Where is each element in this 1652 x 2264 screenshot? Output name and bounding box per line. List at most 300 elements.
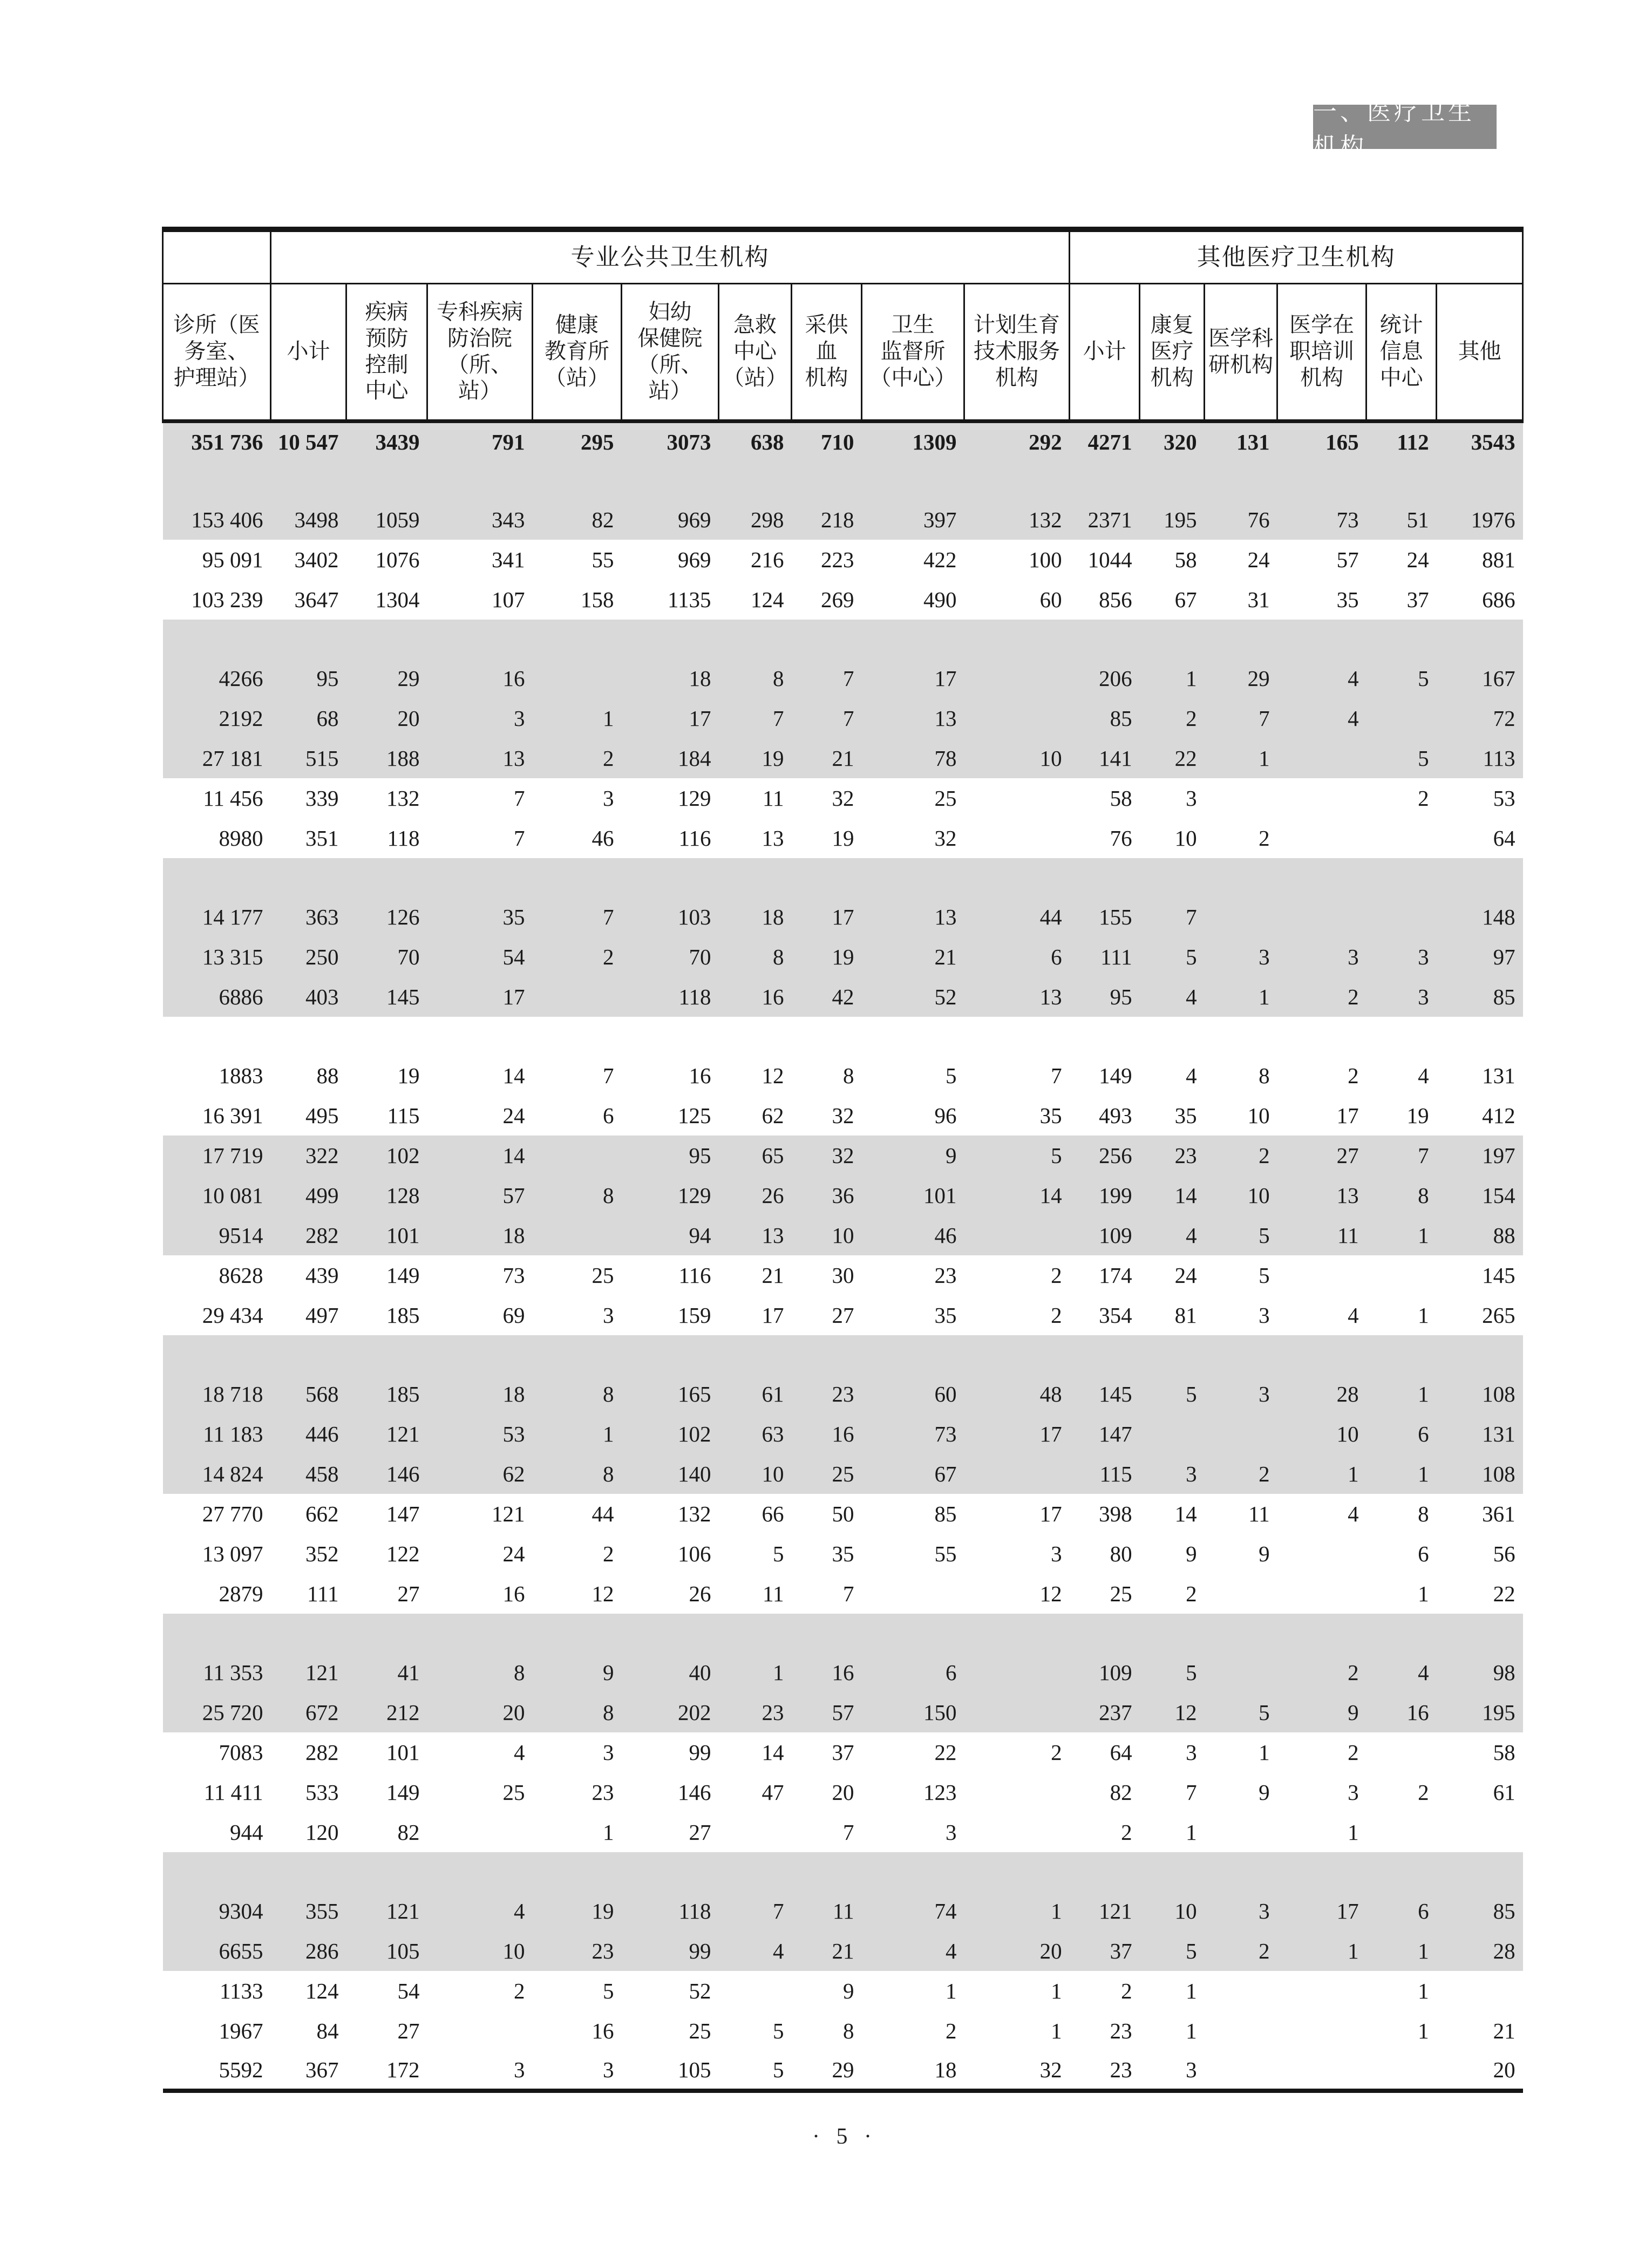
table-cell-r31-c15: 28 — [1493, 1939, 1515, 1963]
table-cell-r16-c7: 10 — [832, 1223, 854, 1248]
table-cell-r23-c10: 80 — [1110, 1541, 1132, 1566]
table-cell-r27-c14 — [1367, 1732, 1437, 1772]
table-cell-r33-c8: 2 — [946, 2018, 957, 2043]
table-cell-r2-c0: 95 091 — [202, 547, 263, 572]
table-cell-r0-c10: 4271 — [1087, 429, 1132, 454]
table-cell-r28-c12: 9 — [1259, 1780, 1270, 1805]
table-cell-r26-c11: 12 — [1174, 1700, 1197, 1725]
table-cell-r33-c15: 21 — [1493, 2018, 1515, 2043]
table-cell-r15-c9: 14 — [1039, 1183, 1062, 1208]
table-cell-r2-c13: 57 — [1336, 547, 1359, 572]
table-cell-r22-c8: 85 — [934, 1501, 957, 1526]
table-cell-r17-c4: 25 — [592, 1263, 614, 1288]
table-cell-r11-c8: 52 — [934, 984, 957, 1009]
table-cell-r2-c2: 1076 — [375, 547, 420, 572]
table-cell-r9-c15: 148 — [1482, 905, 1515, 929]
table-cell-r3-c7: 269 — [821, 587, 854, 612]
table-cell-r4-c3: 16 — [502, 666, 525, 691]
table-cell-r32-c7: 9 — [843, 1979, 854, 2003]
table-cell-r29-c2: 82 — [397, 1820, 420, 1845]
table-cell-r19-c11: 5 — [1186, 1382, 1197, 1406]
table-cell-r12-c5: 16 — [689, 1063, 711, 1088]
table-cell-r8-c6: 13 — [762, 826, 784, 851]
table-cell-r4-c4 — [533, 658, 622, 698]
table-cell-r21-c7: 25 — [832, 1461, 854, 1486]
table-cell-r11-c0: 6886 — [219, 984, 263, 1009]
table-cell-r17-c9: 2 — [1051, 1263, 1062, 1288]
table-cell-r8-c12: 2 — [1259, 826, 1270, 851]
table-cell-r7-c12 — [1205, 778, 1277, 818]
table-cell-r25-c10: 109 — [1099, 1660, 1132, 1685]
table-cell-r29-c4: 1 — [603, 1820, 614, 1845]
table-cell-r3-c12: 31 — [1247, 587, 1270, 612]
table-cell-r22-c0: 27 770 — [202, 1501, 263, 1526]
table-cell-r28-c0: 11 411 — [203, 1780, 263, 1805]
table-cell-r30-c9: 1 — [1051, 1899, 1062, 1923]
table-cell-r34-c1: 367 — [305, 2057, 339, 2082]
table-cell-r31-c6: 4 — [773, 1939, 784, 1963]
table-cell-r9-c14 — [1367, 897, 1437, 937]
table-cell-r34-c14 — [1367, 2051, 1437, 2091]
table-cell-r5-c8: 13 — [934, 706, 957, 731]
table-cell-r12-c14: 4 — [1418, 1063, 1429, 1088]
table-cell-r24-c7: 7 — [843, 1581, 854, 1606]
table-cell-r34-c5: 105 — [678, 2057, 711, 2082]
table-cell-r20-c0: 11 183 — [203, 1422, 263, 1446]
table-cell-r9-c2: 126 — [386, 905, 420, 929]
table-cell-r30-c0: 9304 — [219, 1899, 263, 1923]
table-cell-r24-c1: 111 — [307, 1581, 339, 1606]
table-cell-r19-c8: 60 — [934, 1382, 957, 1406]
table-cell-r11-c7: 42 — [832, 984, 854, 1009]
table-cell-r2-c4: 55 — [592, 547, 614, 572]
table-cell-r23-c3: 24 — [502, 1541, 525, 1566]
table-cell-r19-c15: 108 — [1482, 1382, 1515, 1406]
table-cell-r5-c13: 4 — [1348, 706, 1359, 731]
table-cell-r14-c0: 17 719 — [202, 1143, 263, 1168]
table-cell-r5-c11: 2 — [1186, 706, 1197, 731]
table-cell-r5-c7: 7 — [843, 706, 854, 731]
table-cell-r1-c15: 1976 — [1471, 507, 1515, 532]
table-cell-r23-c1: 352 — [305, 1541, 339, 1566]
spacer-cell — [163, 1335, 1523, 1374]
table-cell-r13-c8: 96 — [934, 1103, 957, 1128]
table-cell-r0-c7: 710 — [821, 429, 854, 454]
table-cell-r21-c4: 8 — [603, 1461, 614, 1486]
table-row — [163, 1255, 1523, 1295]
table-cell-r5-c15: 72 — [1493, 706, 1515, 731]
table-cell-r25-c3: 8 — [514, 1660, 525, 1685]
table-cell-r0-c12: 131 — [1236, 429, 1270, 454]
table-cell-r17-c11: 24 — [1174, 1263, 1197, 1288]
table-cell-r14-c4 — [533, 1136, 622, 1175]
table-cell-r20-c12 — [1205, 1414, 1277, 1454]
table-cell-r22-c10: 398 — [1099, 1501, 1132, 1526]
table-row — [163, 1374, 1523, 1414]
table-cell-r28-c6: 47 — [762, 1780, 784, 1805]
table-cell-r33-c6: 5 — [773, 2018, 784, 2043]
table-cell-r9-c11: 7 — [1186, 905, 1197, 929]
table-cell-r10-c3: 54 — [502, 944, 525, 969]
table-cell-r29-c10: 2 — [1121, 1820, 1132, 1845]
table-cell-r2-c15: 881 — [1482, 547, 1515, 572]
table-cell-r22-c12: 11 — [1248, 1501, 1270, 1526]
table-cell-r1-c10: 2371 — [1087, 507, 1132, 532]
table-cell-r32-c8: 1 — [946, 1979, 957, 2003]
table-cell-r20-c6: 63 — [762, 1422, 784, 1446]
table-cell-r10-c6: 8 — [773, 944, 784, 969]
table-cell-r29-c8: 3 — [946, 1820, 957, 1845]
table-cell-r9-c13 — [1277, 897, 1367, 937]
table-cell-r20-c15: 131 — [1482, 1422, 1515, 1446]
table-cell-r2-c8: 422 — [923, 547, 957, 572]
table-cell-r15-c7: 36 — [832, 1183, 854, 1208]
table-cell-r18-c12: 3 — [1259, 1303, 1270, 1328]
table-cell-r3-c10: 856 — [1099, 587, 1132, 612]
table-row-total — [163, 421, 1523, 461]
table-cell-r23-c8: 55 — [934, 1541, 957, 1566]
table-cell-r4-c10: 206 — [1099, 666, 1132, 691]
table-cell-r30-c8: 74 — [934, 1899, 957, 1923]
table-cell-r18-c9: 2 — [1051, 1303, 1062, 1328]
table-cell-r13-c6: 62 — [762, 1103, 784, 1128]
table-row — [163, 1494, 1523, 1534]
table-cell-r3-c11: 67 — [1174, 587, 1197, 612]
table-cell-r21-c8: 67 — [934, 1461, 957, 1486]
table-cell-r32-c15 — [1437, 1971, 1523, 2011]
table-cell-r16-c0: 9514 — [219, 1223, 263, 1248]
table-cell-r20-c14: 6 — [1418, 1422, 1429, 1446]
table-cell-r6-c10: 141 — [1099, 746, 1132, 771]
column-header-row — [163, 283, 1523, 421]
column-header-1: 小计 — [271, 283, 346, 421]
table-cell-r8-c1: 351 — [305, 826, 339, 851]
column-header-6: 急救 中心 （站） — [719, 283, 792, 421]
table-cell-r0-c8: 1309 — [912, 429, 957, 454]
table-cell-r10-c11: 5 — [1186, 944, 1197, 969]
table-cell-r13-c7: 32 — [832, 1103, 854, 1128]
table-cell-r12-c4: 7 — [603, 1063, 614, 1088]
table-row — [163, 2051, 1523, 2091]
table-cell-r14-c15: 197 — [1482, 1143, 1515, 1168]
spacer-row — [163, 620, 1523, 658]
table-row — [163, 1574, 1523, 1614]
table-cell-r34-c4: 3 — [603, 2057, 614, 2082]
table-cell-r12-c3: 14 — [502, 1063, 525, 1088]
table-cell-r31-c7: 21 — [832, 1939, 854, 1963]
table-cell-r21-c15: 108 — [1482, 1461, 1515, 1486]
table-cell-r24-c2: 27 — [397, 1581, 420, 1606]
table-cell-r31-c8: 4 — [946, 1939, 957, 1963]
table-cell-r27-c11: 3 — [1186, 1740, 1197, 1765]
table-cell-r26-c1: 672 — [305, 1700, 339, 1725]
table-cell-r30-c11: 10 — [1174, 1899, 1197, 1923]
page-number: · 5 · — [812, 2124, 872, 2149]
table-cell-r1-c5: 969 — [678, 507, 711, 532]
table-cell-r34-c7: 29 — [832, 2057, 854, 2082]
table-cell-r5-c5: 17 — [689, 706, 711, 731]
table-row — [163, 580, 1523, 620]
table-cell-r24-c10: 25 — [1110, 1581, 1132, 1606]
table-cell-r17-c5: 116 — [678, 1263, 711, 1288]
table-row — [163, 778, 1523, 818]
table-cell-r34-c2: 172 — [386, 2057, 420, 2082]
table-cell-r26-c13: 9 — [1348, 1700, 1359, 1725]
table-cell-r13-c9: 35 — [1039, 1103, 1062, 1128]
table-cell-r3-c13: 35 — [1336, 587, 1359, 612]
section-badge: 一、医疗卫生机构 — [1313, 105, 1497, 149]
table-cell-r0-c13: 165 — [1325, 429, 1359, 454]
table-cell-r17-c8: 23 — [934, 1263, 957, 1288]
table-cell-r16-c11: 4 — [1186, 1223, 1197, 1248]
table-cell-r10-c8: 21 — [934, 944, 957, 969]
table-cell-r26-c4: 8 — [603, 1700, 614, 1725]
table-cell-r18-c5: 159 — [678, 1303, 711, 1328]
table-cell-r6-c8: 78 — [934, 746, 957, 771]
spacer-row — [163, 1852, 1523, 1891]
table-cell-r28-c5: 146 — [678, 1780, 711, 1805]
table-cell-r7-c15: 53 — [1493, 786, 1515, 811]
table-cell-r22-c15: 361 — [1482, 1501, 1515, 1526]
table-cell-r20-c11 — [1140, 1414, 1205, 1454]
table-cell-r0-c14: 112 — [1397, 429, 1429, 454]
table-cell-r12-c13: 2 — [1348, 1063, 1359, 1088]
table-cell-r18-c14: 1 — [1418, 1303, 1429, 1328]
table-cell-r10-c7: 19 — [832, 944, 854, 969]
table-cell-r23-c6: 5 — [773, 1541, 784, 1566]
table-cell-r10-c4: 2 — [603, 944, 614, 969]
table-cell-r3-c2: 1304 — [375, 587, 420, 612]
table-cell-r9-c10: 155 — [1099, 905, 1132, 929]
table-cell-r31-c14: 1 — [1418, 1939, 1429, 1963]
statistics-table — [162, 227, 1524, 2093]
table-cell-r28-c7: 20 — [832, 1780, 854, 1805]
table-cell-r9-c5: 103 — [678, 905, 711, 929]
table-cell-r15-c4: 8 — [603, 1183, 614, 1208]
table-cell-r5-c12: 7 — [1259, 706, 1270, 731]
table-row — [163, 500, 1523, 540]
table-cell-r29-c14 — [1367, 1812, 1437, 1852]
table-cell-r8-c8: 32 — [934, 826, 957, 851]
table-row — [163, 1732, 1523, 1772]
table-cell-r2-c14: 24 — [1406, 547, 1429, 572]
table-cell-r23-c9: 3 — [1051, 1541, 1062, 1566]
table-cell-r18-c10: 354 — [1099, 1303, 1132, 1328]
table-cell-r28-c14: 2 — [1418, 1780, 1429, 1805]
table-cell-r7-c10: 58 — [1110, 786, 1132, 811]
table-cell-r3-c3: 107 — [492, 587, 525, 612]
table-cell-r30-c6: 7 — [773, 1899, 784, 1923]
table-cell-r2-c9: 100 — [1029, 547, 1062, 572]
group-header-professional-public-health: 专业公共卫生机构 — [271, 229, 1070, 283]
table-cell-r24-c3: 16 — [502, 1581, 525, 1606]
table-cell-r26-c14: 16 — [1406, 1700, 1429, 1725]
table-cell-r25-c5: 40 — [689, 1660, 711, 1685]
table-cell-r31-c9: 20 — [1039, 1939, 1062, 1963]
table-cell-r5-c1: 68 — [316, 706, 339, 731]
table-cell-r16-c6: 13 — [762, 1223, 784, 1248]
table-cell-r14-c10: 256 — [1099, 1143, 1132, 1168]
table-cell-r33-c12 — [1205, 2011, 1277, 2051]
table-cell-r19-c7: 23 — [832, 1382, 854, 1406]
table-cell-r18-c3: 69 — [502, 1303, 525, 1328]
table-cell-r29-c15 — [1437, 1812, 1523, 1852]
table-cell-r18-c4: 3 — [603, 1303, 614, 1328]
table-cell-r25-c8: 6 — [946, 1660, 957, 1685]
table-cell-r6-c12: 1 — [1259, 746, 1270, 771]
table-cell-r3-c9: 60 — [1039, 587, 1062, 612]
table-cell-r16-c2: 101 — [386, 1223, 420, 1248]
table-cell-r31-c13: 1 — [1348, 1939, 1359, 1963]
table-cell-r3-c0: 103 239 — [191, 587, 263, 612]
table-cell-r6-c4: 2 — [603, 746, 614, 771]
spacer-row — [163, 1017, 1523, 1056]
table-cell-r24-c5: 26 — [689, 1581, 711, 1606]
table-cell-r0-c1: 10 547 — [277, 429, 339, 454]
table-cell-r15-c1: 499 — [305, 1183, 339, 1208]
table-cell-r0-c2: 3439 — [375, 429, 420, 454]
table-cell-r7-c8: 25 — [934, 786, 957, 811]
table-cell-r25-c13: 2 — [1348, 1660, 1359, 1685]
table-cell-r26-c7: 57 — [832, 1700, 854, 1725]
table-cell-r0-c5: 3073 — [667, 429, 711, 454]
table-cell-r31-c2: 105 — [386, 1939, 420, 1963]
table-row — [163, 1653, 1523, 1692]
table-cell-r13-c3: 24 — [502, 1103, 525, 1128]
table-cell-r15-c10: 199 — [1099, 1183, 1132, 1208]
column-header-13: 医学在 职培训 机构 — [1277, 283, 1367, 421]
table-cell-r29-c5: 27 — [689, 1820, 711, 1845]
table-cell-r28-c10: 82 — [1110, 1780, 1132, 1805]
table-cell-r4-c8: 17 — [934, 666, 957, 691]
table-cell-r24-c6: 11 — [763, 1581, 784, 1606]
table-cell-r18-c6: 17 — [762, 1303, 784, 1328]
table-cell-r27-c13: 2 — [1348, 1740, 1359, 1765]
table-row — [163, 540, 1523, 580]
table-cell-r19-c14: 1 — [1418, 1382, 1429, 1406]
table-cell-r14-c7: 32 — [832, 1143, 854, 1168]
table-cell-r2-c10: 1044 — [1087, 547, 1132, 572]
table-cell-r15-c6: 26 — [762, 1183, 784, 1208]
table-cell-r8-c10: 76 — [1110, 826, 1132, 851]
table-cell-r7-c5: 129 — [678, 786, 711, 811]
table-cell-r31-c1: 286 — [305, 1939, 339, 1963]
table-cell-r1-c9: 132 — [1029, 507, 1062, 532]
table-cell-r3-c4: 158 — [581, 587, 614, 612]
table-cell-r14-c11: 23 — [1174, 1143, 1197, 1168]
table-cell-r7-c3: 7 — [514, 786, 525, 811]
table-cell-r21-c2: 146 — [386, 1461, 420, 1486]
table-cell-r11-c1: 403 — [305, 984, 339, 1009]
table-cell-r22-c9: 17 — [1039, 1501, 1062, 1526]
table-cell-r1-c14: 51 — [1406, 507, 1429, 532]
table-cell-r28-c9 — [964, 1772, 1070, 1812]
table-cell-r10-c2: 70 — [397, 944, 420, 969]
spacer-cell — [163, 858, 1523, 897]
table-cell-r23-c4: 2 — [603, 1541, 614, 1566]
table-cell-r5-c4: 1 — [603, 706, 614, 731]
column-header-8: 卫生 监督所 （中心） — [862, 283, 964, 421]
table-cell-r30-c7: 11 — [833, 1899, 854, 1923]
table-cell-r19-c4: 8 — [603, 1382, 614, 1406]
table-cell-r15-c15: 154 — [1482, 1183, 1515, 1208]
table-cell-r24-c15: 22 — [1493, 1581, 1515, 1606]
table-cell-r33-c9: 1 — [1051, 2018, 1062, 2043]
table-cell-r15-c14: 8 — [1418, 1183, 1429, 1208]
table-cell-r31-c10: 37 — [1110, 1939, 1132, 1963]
table-cell-r14-c14: 7 — [1418, 1143, 1429, 1168]
column-header-14: 统计 信息 中心 — [1367, 283, 1437, 421]
table-cell-r17-c2: 149 — [386, 1263, 420, 1288]
table-cell-r27-c15: 58 — [1493, 1740, 1515, 1765]
table-cell-r18-c7: 27 — [832, 1303, 854, 1328]
table-cell-r13-c1: 495 — [305, 1103, 339, 1128]
table-cell-r6-c13 — [1277, 738, 1367, 778]
table-cell-r25-c2: 41 — [397, 1660, 420, 1685]
table-row — [163, 937, 1523, 977]
table-cell-r10-c10: 111 — [1100, 944, 1132, 969]
table-cell-r32-c9: 1 — [1051, 1979, 1062, 2003]
column-header-3: 专科疾病 防治院 （所、 站） — [427, 283, 533, 421]
table-cell-r7-c13 — [1277, 778, 1367, 818]
table-cell-r11-c15: 85 — [1493, 984, 1515, 1009]
table-row — [163, 1056, 1523, 1096]
table-cell-r33-c14: 1 — [1418, 2018, 1429, 2043]
column-header-0: 诊所（医 务室、 护理站） — [163, 283, 271, 421]
table-cell-r26-c12: 5 — [1259, 1700, 1270, 1725]
table-cell-r26-c8: 150 — [923, 1700, 957, 1725]
table-cell-r7-c7: 32 — [832, 786, 854, 811]
table-cell-r32-c10: 2 — [1121, 1979, 1132, 2003]
table-cell-r20-c3: 53 — [502, 1422, 525, 1446]
table-cell-r20-c1: 446 — [305, 1422, 339, 1446]
table-cell-r34-c15: 20 — [1493, 2057, 1515, 2082]
table-cell-r15-c8: 101 — [923, 1183, 957, 1208]
table-cell-r26-c2: 212 — [386, 1700, 420, 1725]
table-cell-r6-c1: 515 — [305, 746, 339, 771]
table-cell-r7-c14: 2 — [1418, 786, 1429, 811]
table-cell-r1-c0: 153 406 — [191, 507, 263, 532]
table-cell-r30-c5: 118 — [678, 1899, 711, 1923]
table-cell-r11-c14: 3 — [1418, 984, 1429, 1009]
table-row — [163, 1692, 1523, 1732]
table-cell-r21-c0: 14 824 — [202, 1461, 263, 1486]
table-cell-r14-c12: 2 — [1259, 1143, 1270, 1168]
table-cell-r20-c10: 147 — [1099, 1422, 1132, 1446]
table-cell-r11-c11: 4 — [1186, 984, 1197, 1009]
table-cell-r11-c4 — [533, 977, 622, 1017]
table-cell-r13-c15: 412 — [1482, 1103, 1515, 1128]
table-cell-r32-c12 — [1205, 1971, 1277, 2011]
table-cell-r8-c11: 10 — [1174, 826, 1197, 851]
table-cell-r6-c9: 10 — [1039, 746, 1062, 771]
table-cell-r33-c10: 23 — [1110, 2018, 1132, 2043]
table-cell-r33-c1: 84 — [316, 2018, 339, 2043]
table-cell-r16-c1: 282 — [305, 1223, 339, 1248]
table-cell-r5-c3: 3 — [514, 706, 525, 731]
table-cell-r18-c15: 265 — [1482, 1303, 1515, 1328]
spacer-cell — [163, 620, 1523, 658]
table-cell-r17-c1: 439 — [305, 1263, 339, 1288]
table-cell-r5-c6: 7 — [773, 706, 784, 731]
table-cell-r22-c5: 132 — [678, 1501, 711, 1526]
table-cell-r19-c1: 568 — [305, 1382, 339, 1406]
table-cell-r30-c1: 355 — [305, 1899, 339, 1923]
table-cell-r13-c2: 115 — [387, 1103, 420, 1128]
table-cell-r28-c4: 23 — [592, 1780, 614, 1805]
table-cell-r4-c6: 8 — [773, 666, 784, 691]
column-header-2: 疾病 预防 控制 中心 — [346, 283, 427, 421]
